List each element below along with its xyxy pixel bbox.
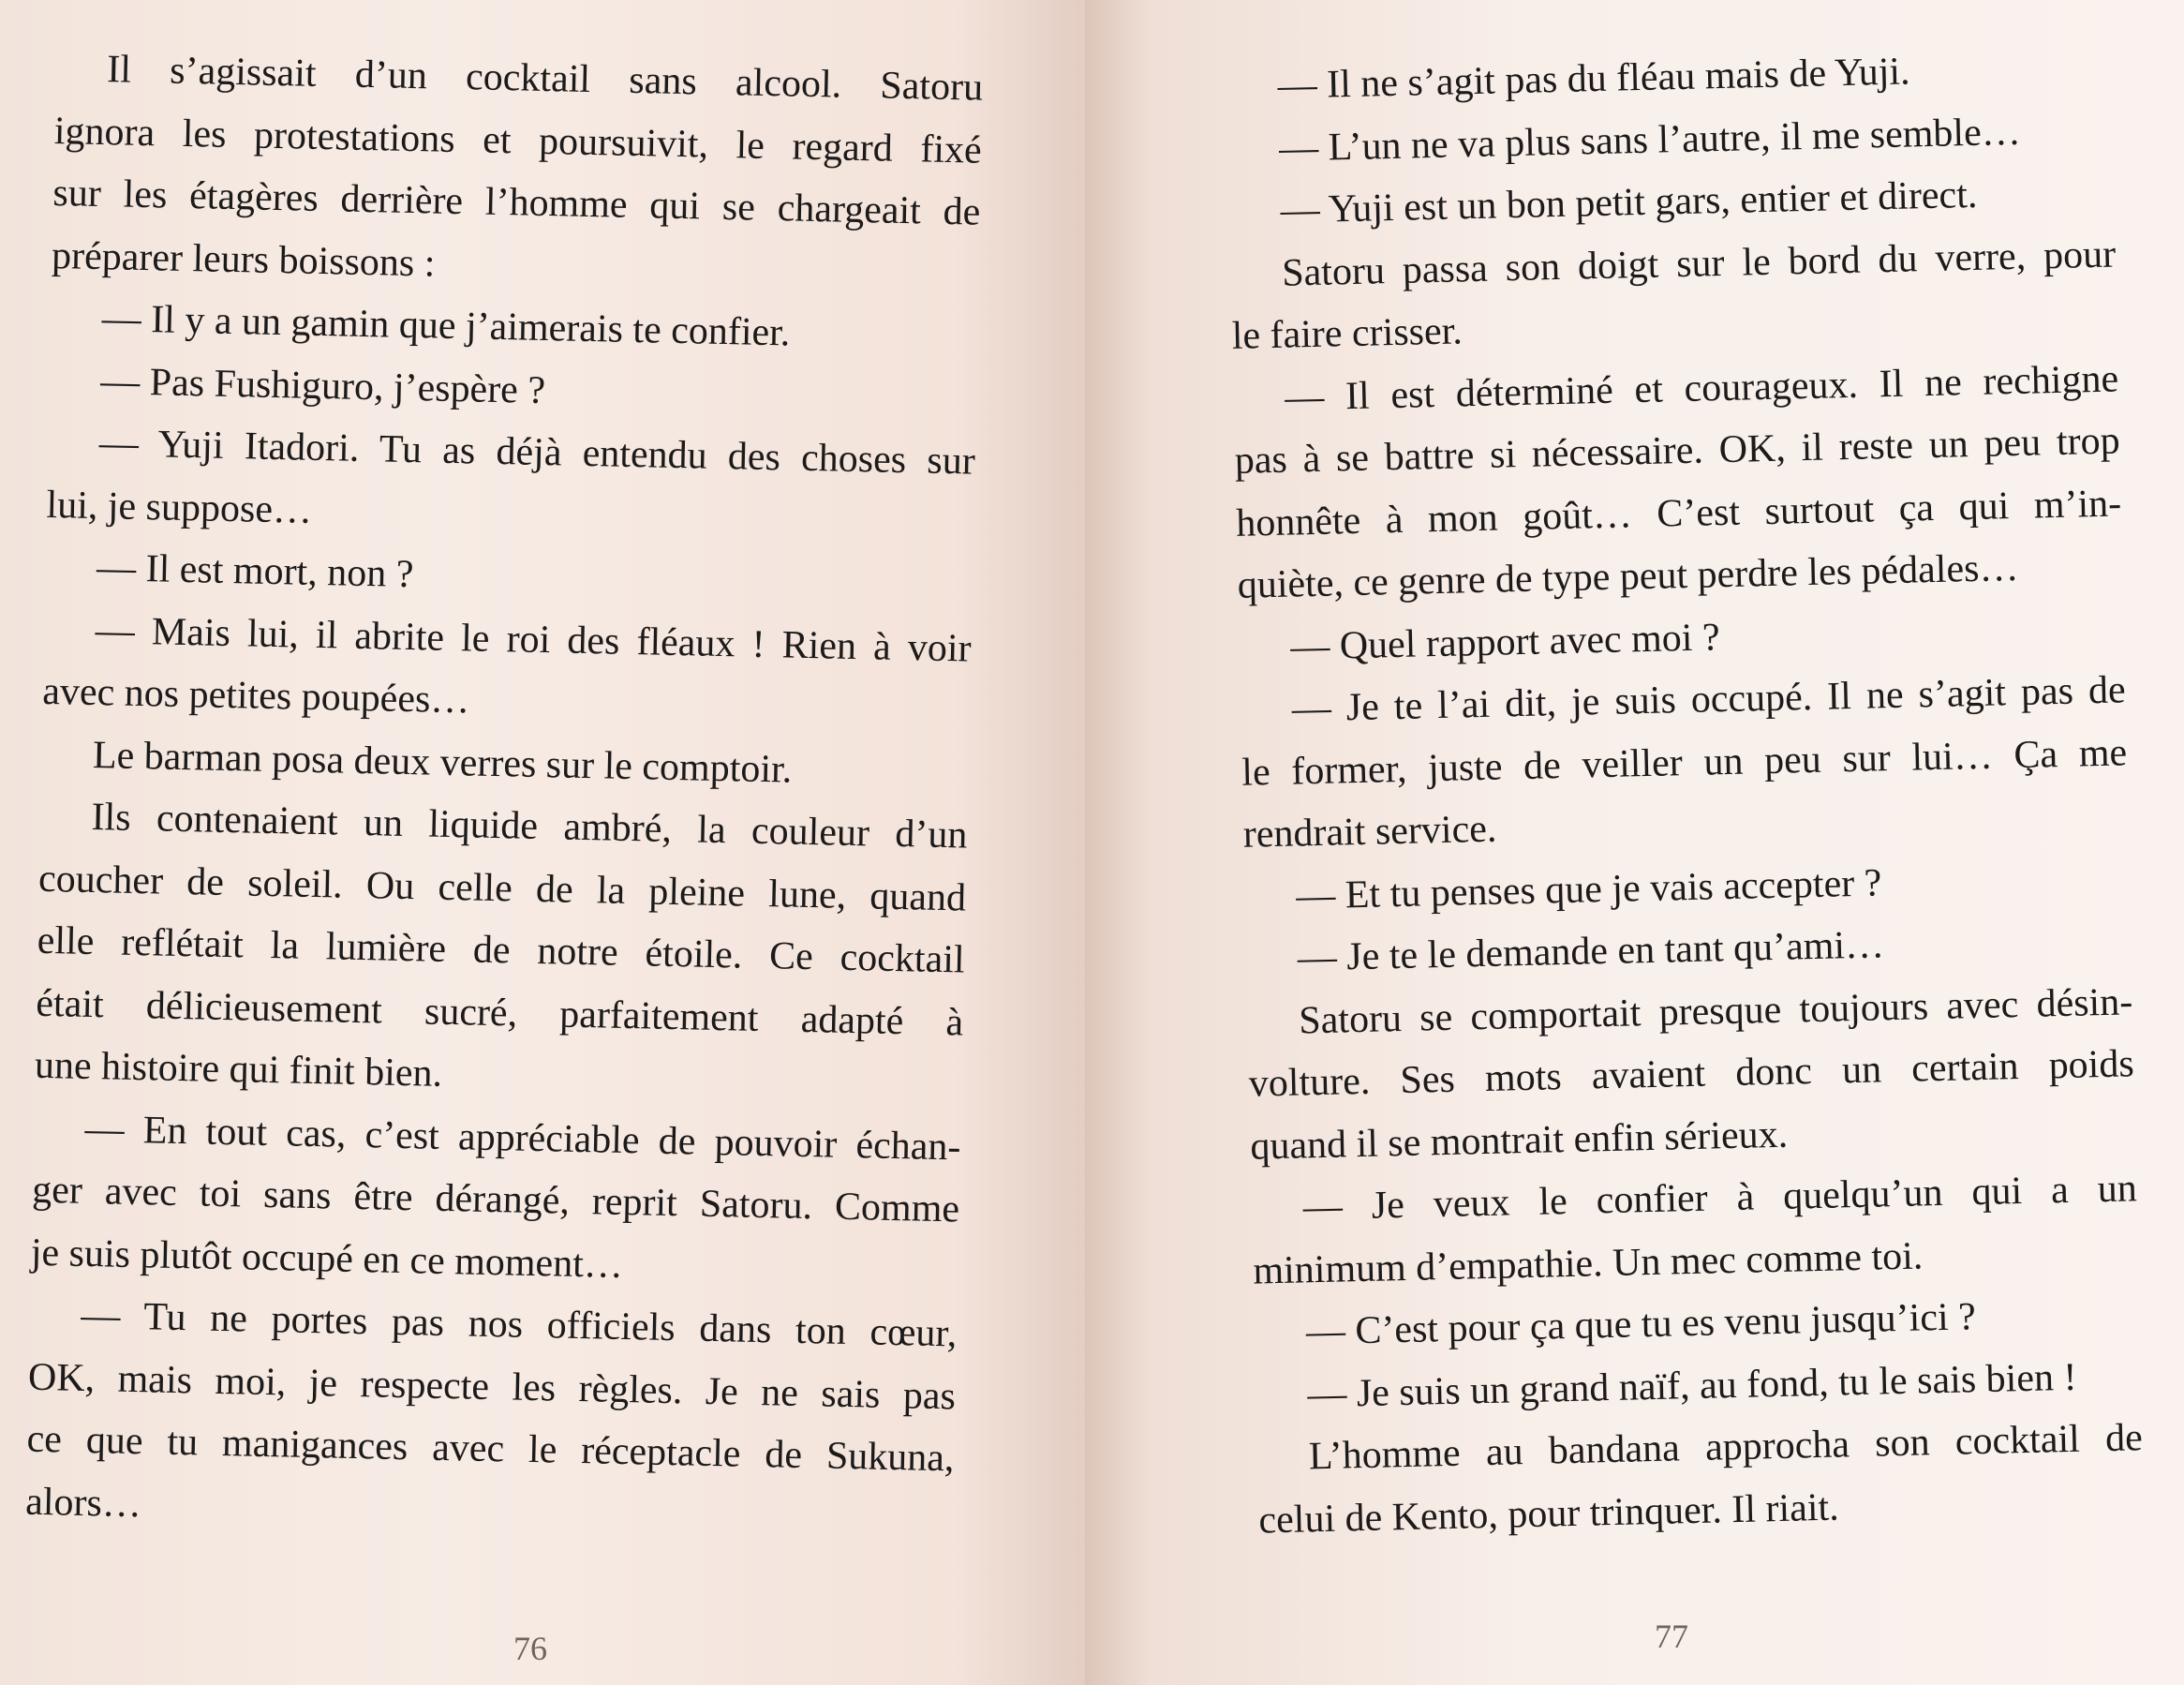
text-line: alors… xyxy=(24,1480,142,1526)
text-line: avec nos petites poupées… xyxy=(41,669,470,723)
text-line: — Yuji est un bon petit gars, entier et direct. xyxy=(1280,172,1978,232)
text-line: rendrait service. xyxy=(1242,807,1497,857)
text-line: Satoru se comportait presque toujours avec désin- xyxy=(1298,979,2133,1042)
text-line: Ils contenaient un liquide ambré, la couleur d’un xyxy=(91,795,968,857)
text-line: honnête à mon goût… C’est surtout ça qui m’in- xyxy=(1235,481,2122,545)
page-number: 76 xyxy=(513,1630,547,1667)
text-line: L’homme au bandana approcha son cocktail de xyxy=(1308,1416,2144,1479)
right-page xyxy=(1085,0,2184,1685)
text-line: une histoire qui finit bien. xyxy=(34,1043,443,1096)
text-line: pas à se battre si nécessaire. OK, il reste un peu trop xyxy=(1234,419,2121,483)
text-line: — Quel rapport avec moi ? xyxy=(1289,615,1721,669)
text-line: celui de Kento, pour trinquer. Il riait. xyxy=(1257,1485,1840,1543)
text-line: ger avec toi sans être dérangé, reprit Satoru. Comme xyxy=(31,1168,960,1231)
left-page-text xyxy=(25,37,984,1552)
page-number: 77 xyxy=(1655,1618,1688,1655)
text-line: Satoru passa son doigt sur le bord du verre, pour xyxy=(1281,232,2117,295)
text-line: le former, juste de veiller un peu sur lui… Ça me xyxy=(1241,730,2128,795)
text-line: lui, je suppose… xyxy=(46,483,313,532)
text-line: — Tu ne portes pas nos officiels dans ton cœur, xyxy=(80,1293,958,1356)
text-line: le faire crisser. xyxy=(1231,309,1463,358)
text-line: minimum d’empathie. Un mec comme toi. xyxy=(1252,1233,1924,1293)
text-line: — Je te l’ai dit, je suis occupé. Il ne s’agit pas de xyxy=(1291,668,2127,731)
text-line: — Il est mort, non ? xyxy=(96,546,414,597)
text-line: — Je suis un grand naïf, au fond, tu le sais bien ! xyxy=(1306,1355,2077,1416)
text-line: — Mais lui, il abrite le roi des fléaux ! Rien à voir xyxy=(95,608,973,671)
text-line: volture. Ses mots avaient donc un certain poids xyxy=(1248,1042,2135,1106)
text-line: OK, mais moi, je respecte les règles. Je ne sais pas xyxy=(27,1355,957,1418)
text-line: — C’est pour ça que tu es venu jusqu’ici ? xyxy=(1305,1295,1977,1354)
text-line: ce que tu manigances avec le réceptacle de Sukuna, xyxy=(26,1417,955,1481)
text-line: — En tout cas, c’est appréciable de pouvoir échan- xyxy=(84,1107,961,1169)
text-line: — Je veux le confier à quelqu’un qui a un xyxy=(1302,1167,2138,1230)
text-line: je suis plutôt occupé en ce moment… xyxy=(30,1230,624,1287)
text-line: Il s’agissait d’un cocktail sans alcool. Satoru xyxy=(106,48,984,110)
text-line: était délicieusement sucré, parfaitement adapté à xyxy=(35,981,964,1045)
text-line: Le barman posa deux verres sur le comptoir. xyxy=(92,733,793,792)
text-line: quiète, ce genre de type peut perdre les pédales… xyxy=(1237,545,2019,607)
text-line: — Je te le demande en tant qu’ami… xyxy=(1297,923,1885,980)
text-line: — Pas Fushiguro, j’espère ? xyxy=(99,359,546,412)
text-line: ignora les protestations et poursuivit, le regard fixé xyxy=(53,109,983,172)
text-line: — Yuji Itadori. Tu as déjà entendu des choses sur xyxy=(98,422,976,484)
text-line: sur les étagères derrière l’homme qui se chargeait de xyxy=(52,171,981,234)
right-page-text xyxy=(1226,37,2145,1552)
text-line: — Il y a un gamin que j’aimerais te confier. xyxy=(101,297,791,355)
text-line: préparer leurs boissons : xyxy=(51,233,436,286)
text-line: coucher de soleil. Ou celle de la pleine lune, quand xyxy=(37,857,967,920)
text-line: — Et tu penses que je vais accepter ? xyxy=(1295,860,1882,918)
text-line: elle reflétait la lumière de notre étoile. Ce cocktail xyxy=(37,918,966,982)
text-line: — L’un ne va plus sans l’autre, il me semble… xyxy=(1278,110,2022,171)
text-line: — Il ne s’agit pas du fléau mais de Yuji. xyxy=(1277,50,1911,108)
text-line: quand il se montrait enfin sérieux. xyxy=(1249,1112,1789,1169)
text-line: — Il est déterminé et courageux. Il ne rechigne xyxy=(1284,356,2119,420)
left-page xyxy=(0,0,1085,1685)
